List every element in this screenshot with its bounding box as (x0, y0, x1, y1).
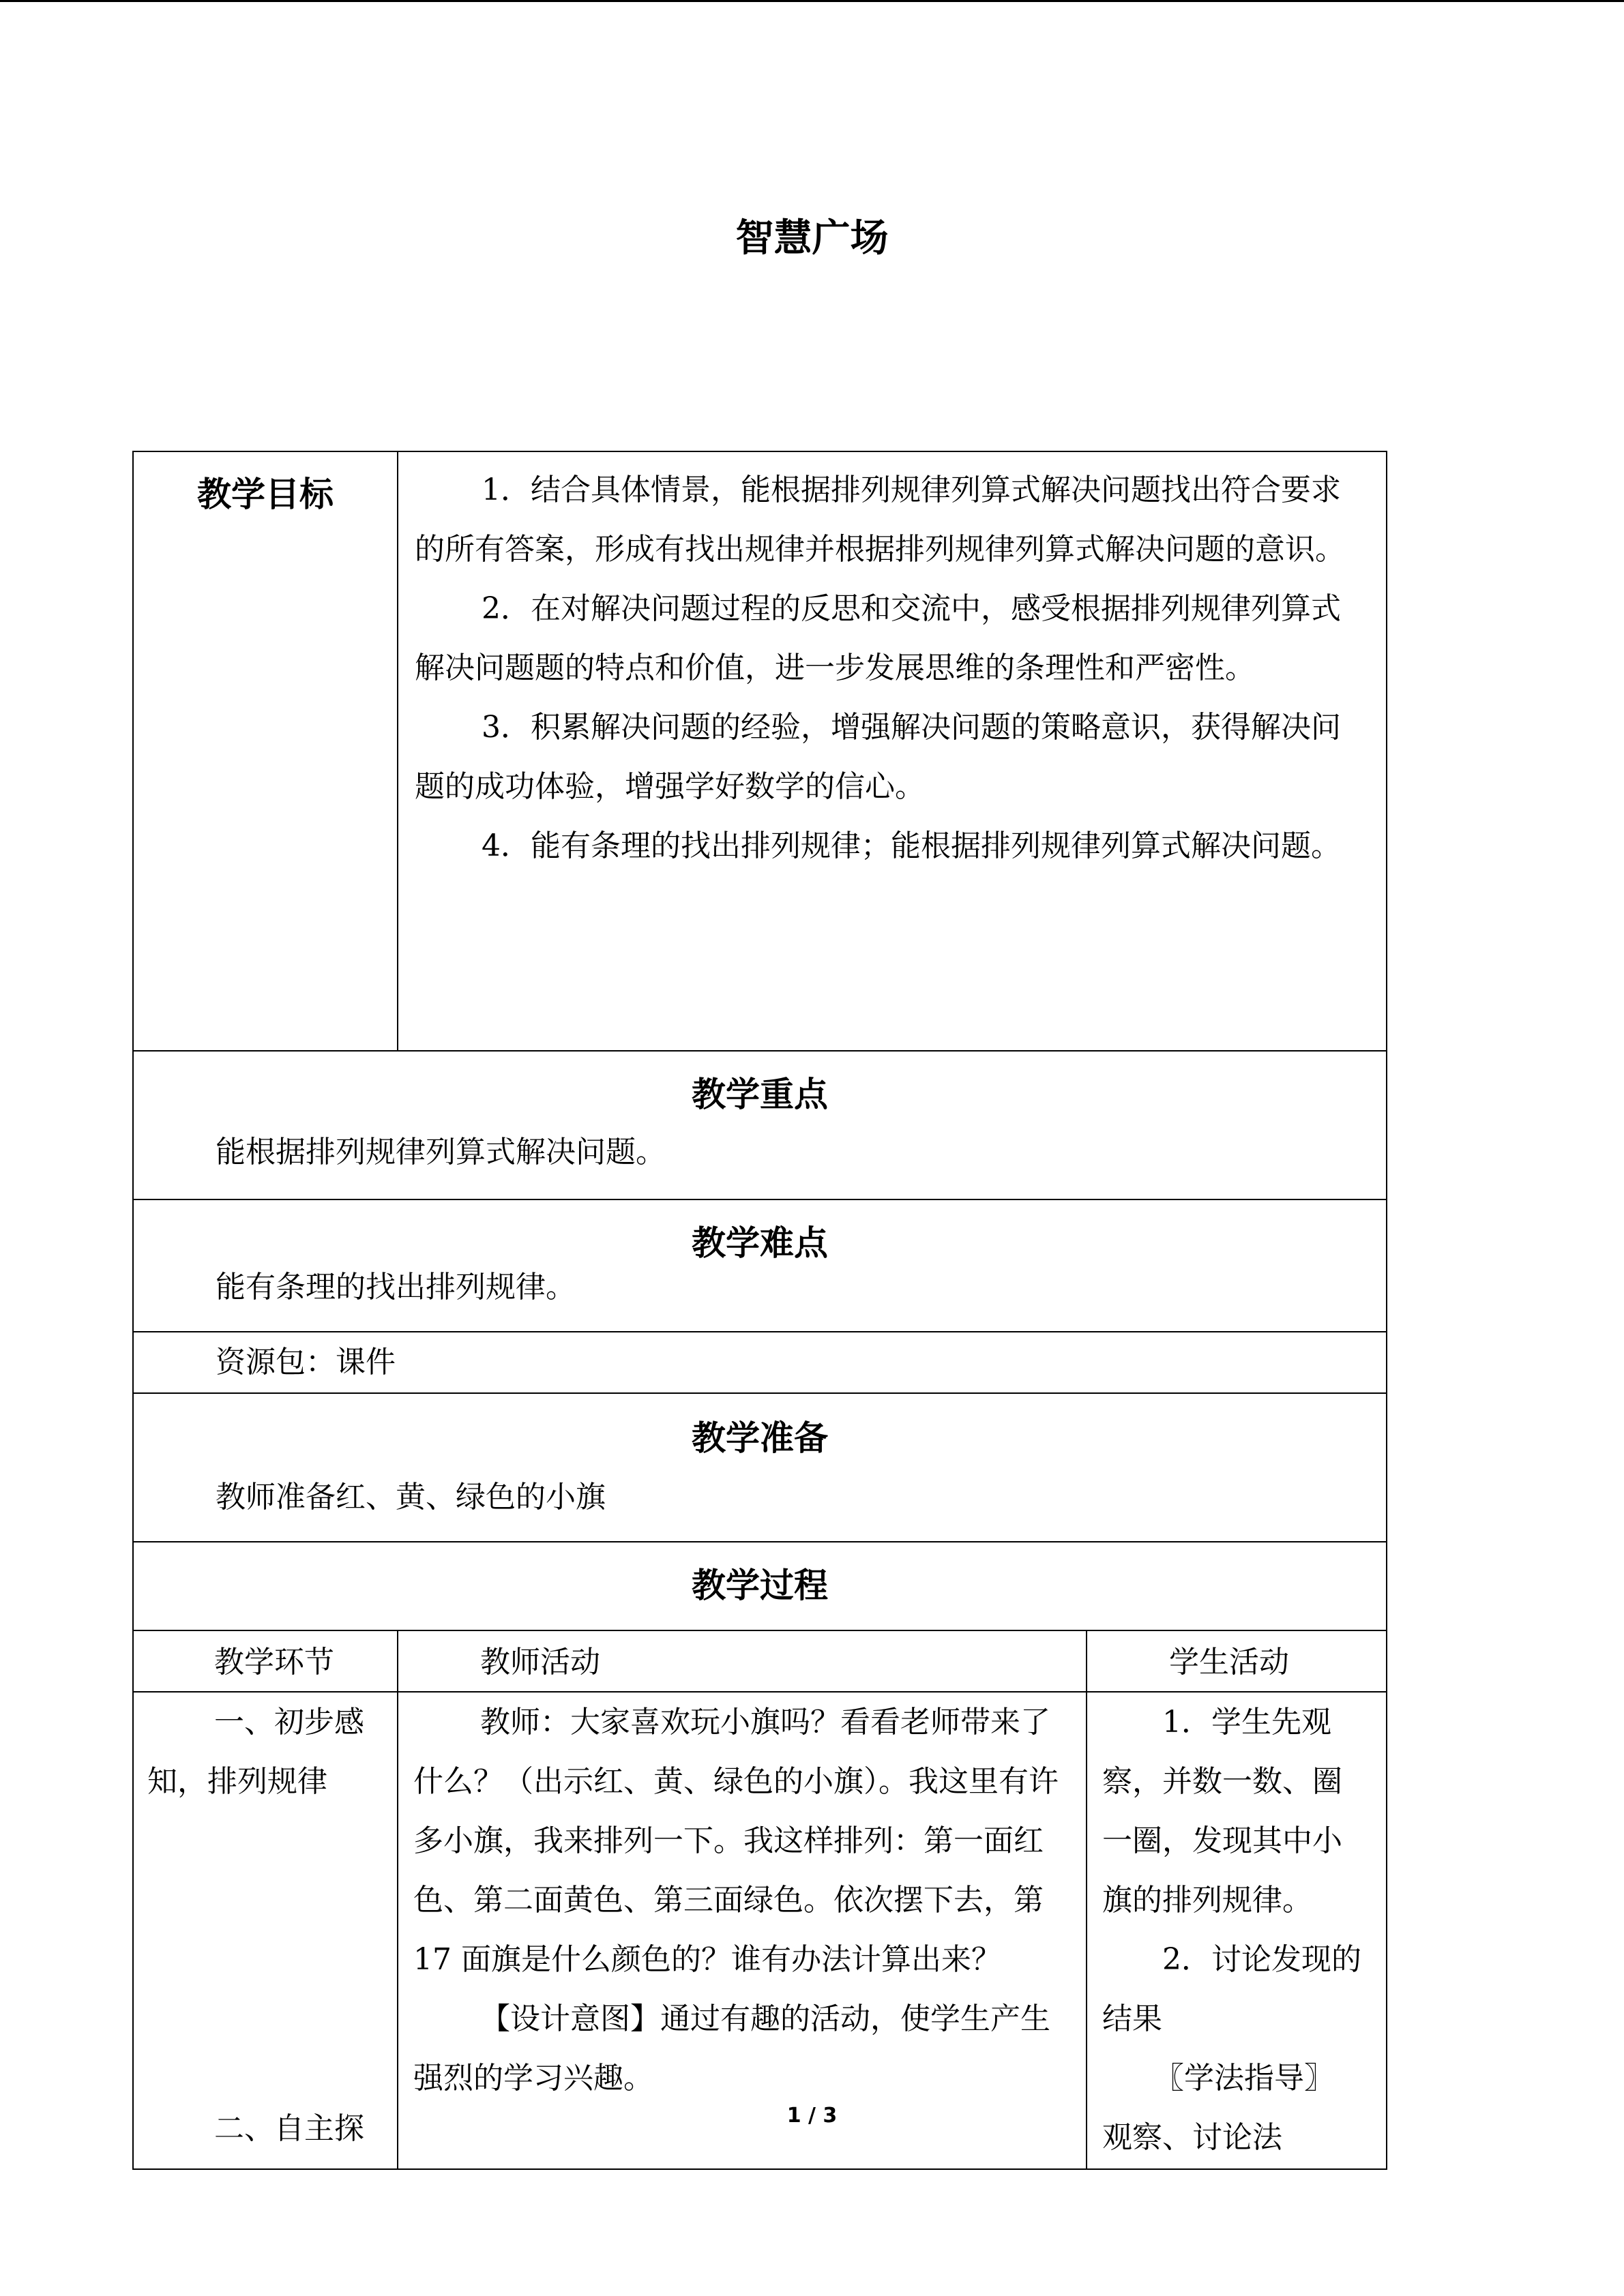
column-header-stage: 教学环节 (214, 1645, 334, 1680)
stage-cell (133, 1692, 398, 2169)
page-number: 1 / 3 (786, 2104, 838, 2128)
process-content-row (133, 1692, 1387, 2169)
key-points-row (133, 1051, 1387, 1199)
resources-row (133, 1332, 1387, 1393)
top-border-line (0, 0, 1624, 2)
stage-2-label: 二、自主探 (214, 2111, 364, 2146)
document-title: 智慧广场 (735, 216, 889, 260)
column-header-student: 学生活动 (1169, 1645, 1289, 1680)
preparation-cell (133, 1393, 1387, 1542)
student-activity-1: 1．学生先观察，并数一数、圈一圈，发现其中小旗的排列规律。 (1102, 1705, 1342, 1918)
column-header-stage-cell (133, 1630, 398, 1692)
preparation-row (133, 1393, 1387, 1542)
process-heading-row (133, 1542, 1387, 1630)
stage-1-label: 一、初步感知，排列规律 (147, 1705, 364, 1799)
objectives-label: 教学目标 (197, 475, 334, 514)
difficulties-cell (133, 1199, 1387, 1332)
objectives-label-cell (133, 451, 398, 1051)
resources-text: 资源包：课件 (216, 1345, 396, 1380)
objective-item-4: 4．能有条理的找出排列规律；能根据排列规律列算式解决问题。 (482, 829, 1341, 863)
column-header-student-cell (1087, 1630, 1387, 1692)
key-points-text: 能根据排列规律列算式解决问题。 (216, 1135, 666, 1169)
column-header-teacher: 教师活动 (480, 1645, 600, 1680)
objective-item-2: 2．在对解决问题过程的反思和交流中，感受根据排列规律列算式解决问题题的特点和价值，进一步发展思维的条理性和严密性。 (415, 591, 1341, 685)
student-activity-2: 2．讨论发现的结果 (1102, 1942, 1361, 2036)
column-header-teacher-cell (398, 1630, 1087, 1692)
objective-item-1: 1．结合具体情景，能根据排列规律列算式解决问题找出符合要求的所有答案，形成有找出规律并根据排列规律列算式解决问题的意识。 (415, 473, 1345, 567)
objectives-content-cell (398, 451, 1387, 1051)
preparation-heading: 教学准备 (692, 1418, 828, 1458)
student-method: 观察、讨论法 (1102, 2120, 1282, 2155)
teacher-activity-cell (398, 1692, 1087, 2169)
teacher-activity-text: 教师：大家喜欢玩小旗吗？看看老师带来了什么？（出示红、黄、绿色的小旗）。我这里有许多小旗，我来排列一下。我这样排列：第一面红色、第二面黄色、第三面绿色。依次摆下去，第 17 面旗是什么颜色的？谁有办法计算出来？ (413, 1705, 1059, 1977)
lesson-plan-table (132, 451, 1387, 2170)
student-activity-cell (1087, 1692, 1387, 2169)
process-columns-row (133, 1630, 1387, 1692)
difficulties-text: 能有条理的找出排列规律。 (216, 1270, 576, 1304)
student-method-guide: 〖学法指导〗 (1154, 2061, 1334, 2096)
teacher-design-intent: 【设计意图】通过有趣的活动，使学生产生强烈的学习兴趣。 (413, 2001, 1050, 2096)
process-heading-cell (133, 1542, 1387, 1630)
process-heading: 教学过程 (692, 1566, 828, 1605)
resources-cell (133, 1332, 1387, 1393)
objectives-row (133, 451, 1387, 1051)
objective-item-3: 3．积累解决问题的经验，增强解决问题的策略意识，获得解决问题的成功体验，增强学好数学的信心。 (415, 710, 1341, 804)
difficulties-row (133, 1199, 1387, 1332)
key-points-heading: 教学重点 (692, 1075, 828, 1114)
preparation-text: 教师准备红、黄、绿色的小旗 (216, 1480, 606, 1515)
difficulties-heading: 教学难点 (692, 1223, 828, 1263)
key-points-cell (133, 1051, 1387, 1199)
